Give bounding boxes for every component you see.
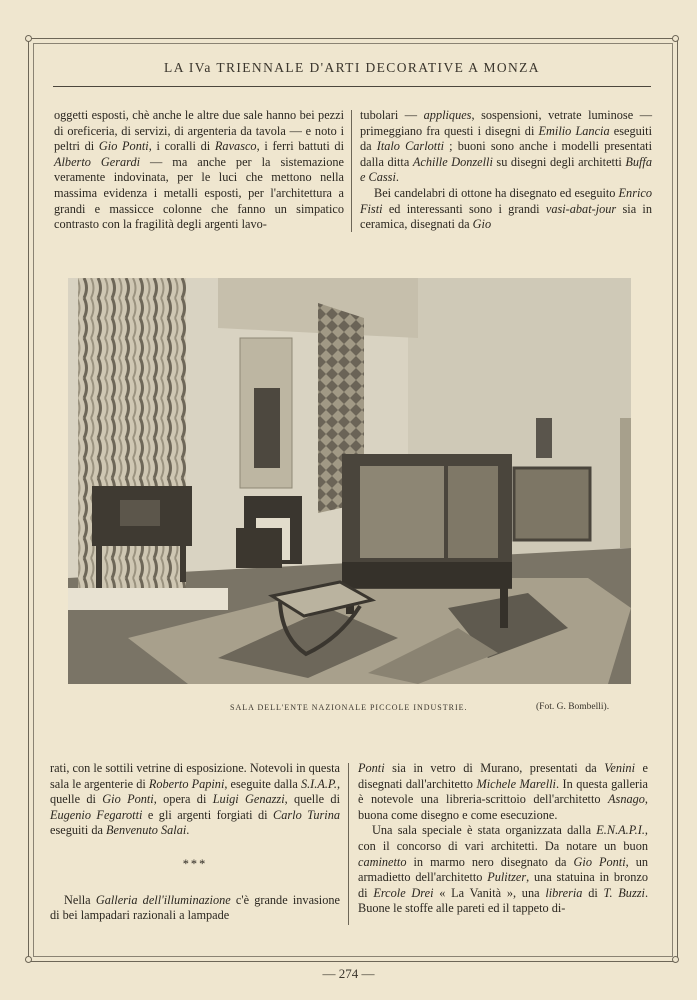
name-emilio-lancia: Emilio Lancia <box>538 123 610 138</box>
name-enapi: E.N.A.P.I. <box>596 823 645 838</box>
name-siap: S.I.A.P. <box>300 776 337 791</box>
term-vasi-abat-jour: vasi-abat-jour <box>545 201 617 216</box>
text-run: Nella <box>64 892 96 907</box>
text-run: , quelle di <box>50 776 341 807</box>
name-achille-donzelli: Achille Donzelli <box>412 154 493 169</box>
name-ponti: Ponti <box>358 761 385 775</box>
paragraph <box>360 186 652 233</box>
photo-credit: (Fot. G. Bombelli). <box>536 702 610 712</box>
name-gio: Gio <box>472 217 492 232</box>
name-asnago: Asnago <box>608 792 645 807</box>
paragraph <box>54 108 344 233</box>
page-number: — 274 — <box>322 966 375 981</box>
text-run: rati, con le sottili vetrine di esposizione. Notevoli in questa sala le argenterie di <box>50 761 340 791</box>
term-libreria: libreria <box>545 885 583 900</box>
text-run: in marmo nero disegnato da <box>406 854 574 869</box>
column-divider <box>348 763 349 925</box>
text-run: , i ferri battuti di <box>256 139 344 154</box>
name-roberto-papini: Roberto Papini <box>148 776 225 791</box>
text-run: Una sala speciale è stata organizzata dalla <box>372 823 597 838</box>
text-run: sia in ceramica, disegnati da <box>360 201 652 232</box>
name-michele-marelli: Michele Marelli <box>476 776 556 791</box>
text-run: . Buone le stoffe alle pareti ed il tappeto di- <box>358 885 649 916</box>
text-run: « La Vanità », una <box>433 885 546 900</box>
room-photograph <box>68 278 631 684</box>
name-t-buzzi: T. Buzzi <box>603 885 645 900</box>
name-ercole-drei: Ercole Drei <box>373 885 434 900</box>
name-italo-carlotti: Italo Carlotti <box>376 139 445 154</box>
bottom-right-column <box>358 761 648 917</box>
corner-ornament-top-left <box>25 35 32 42</box>
text-run: , quelle di <box>284 792 341 807</box>
text-run: . <box>186 823 190 838</box>
name-alberto-gerardi: Alberto Gerardi <box>54 154 141 169</box>
text-run: , opera di <box>153 792 213 807</box>
top-left-column <box>54 108 344 233</box>
running-header: LA IVa TRIENNALE D'ARTI DECORATIVE A MONZA <box>164 60 540 75</box>
name-eugenio-fegarotti: Eugenio Fegarotti <box>50 807 143 822</box>
header-rule <box>53 86 651 87</box>
text-run: e disegnati dall'architetto <box>358 761 648 791</box>
text-run: , sospensioni, vetrate luminose — primeggiano fra questi i disegni di <box>360 108 653 138</box>
text-run: oggetti esposti, chè anche le altre due sale hanno bei pezzi di oreficeria, di servizi, di argenteria da tavola — e noto i peltri di <box>54 108 344 154</box>
text-run: , una statuina in bronzo di <box>358 870 648 900</box>
term-appliques: appliques <box>423 108 472 122</box>
name-gio-ponti: Gio Ponti <box>573 854 626 869</box>
text-run: , eseguite dalla <box>224 776 301 791</box>
text-run: ; buoni sono anche i modelli presentati dalla ditta <box>360 139 652 169</box>
text-run: Bei candelabri di ottone ha disegnato ed eseguito <box>374 185 619 200</box>
text-run: eseguiti da <box>360 123 652 154</box>
photo-caption: SALA DELL'ENTE NAZIONALE PICCOLE INDUSTRIE. <box>230 703 468 712</box>
paragraph <box>50 893 340 924</box>
name-pulitzer: Pulitzer <box>487 870 527 885</box>
name-buffa-cassi: Buffa e Cassi <box>360 154 652 185</box>
text-run: sia in vetro di Murano, presentati da <box>384 761 605 775</box>
bottom-left-column <box>50 761 340 924</box>
top-right-column <box>360 108 652 233</box>
text-run: ed interessanti sono i grandi <box>382 201 546 216</box>
term-caminetto: caminetto <box>358 854 407 869</box>
section-separator: *** <box>182 856 208 871</box>
column-divider <box>351 110 352 232</box>
name-venini: Venini <box>604 761 635 775</box>
name-ravasco: Ravasco <box>214 139 257 154</box>
paragraph <box>360 108 652 186</box>
name-benvenuto-salai: Benvenuto Salai <box>106 823 187 838</box>
text-run: , un armadietto dell'architetto <box>358 854 648 885</box>
term-galleria-illuminazione: Galleria dell'illuminazione <box>95 892 231 907</box>
name-luigi-genazzi: Luigi Genazzi <box>212 792 285 807</box>
text-run: di <box>582 885 604 900</box>
paragraph <box>358 761 648 823</box>
text-run: eseguiti da <box>50 823 107 838</box>
text-run: , i coralli di <box>148 139 215 154</box>
text-run: — ma anche per la sistemazione veramente indovinata, per le luci che mettono nella massima evidenza i metalli esposti, per l'architettura a grandi e massicce colonne che fanno un simpatico contrasto con la fragilità degli argenti lavo- <box>54 154 344 232</box>
text-run: su disegni degli architetti <box>492 154 626 169</box>
name-gio-ponti: Gio Ponti <box>98 139 149 154</box>
text-run: . In questa galleria è notevole una libreria-scrittoio dell'architetto <box>358 776 649 807</box>
paragraph <box>50 761 340 839</box>
text-run: . <box>395 170 399 185</box>
name-enrico-fisti: Enrico Fisti <box>360 185 652 216</box>
name-gio-ponti: Gio Ponti <box>102 792 154 807</box>
corner-ornament-bottom-left <box>25 956 32 963</box>
corner-ornament-bottom-right <box>672 956 679 963</box>
text-run: , buona come disegno e come esecuzione. <box>358 792 648 822</box>
paragraph <box>358 823 648 917</box>
name-carlo-turina: Carlo Turina <box>273 807 340 822</box>
text-run: e gli argenti forgiati di <box>142 807 274 822</box>
photo-illustration <box>68 278 631 684</box>
text-run: tubolari — <box>360 108 424 122</box>
corner-ornament-top-right <box>672 35 679 42</box>
text-run: c'è grande invasione di bei lampadari razionali a lampade <box>50 892 340 923</box>
text-run: , con il concorso di vari architetti. Da notare un buon <box>358 823 648 853</box>
